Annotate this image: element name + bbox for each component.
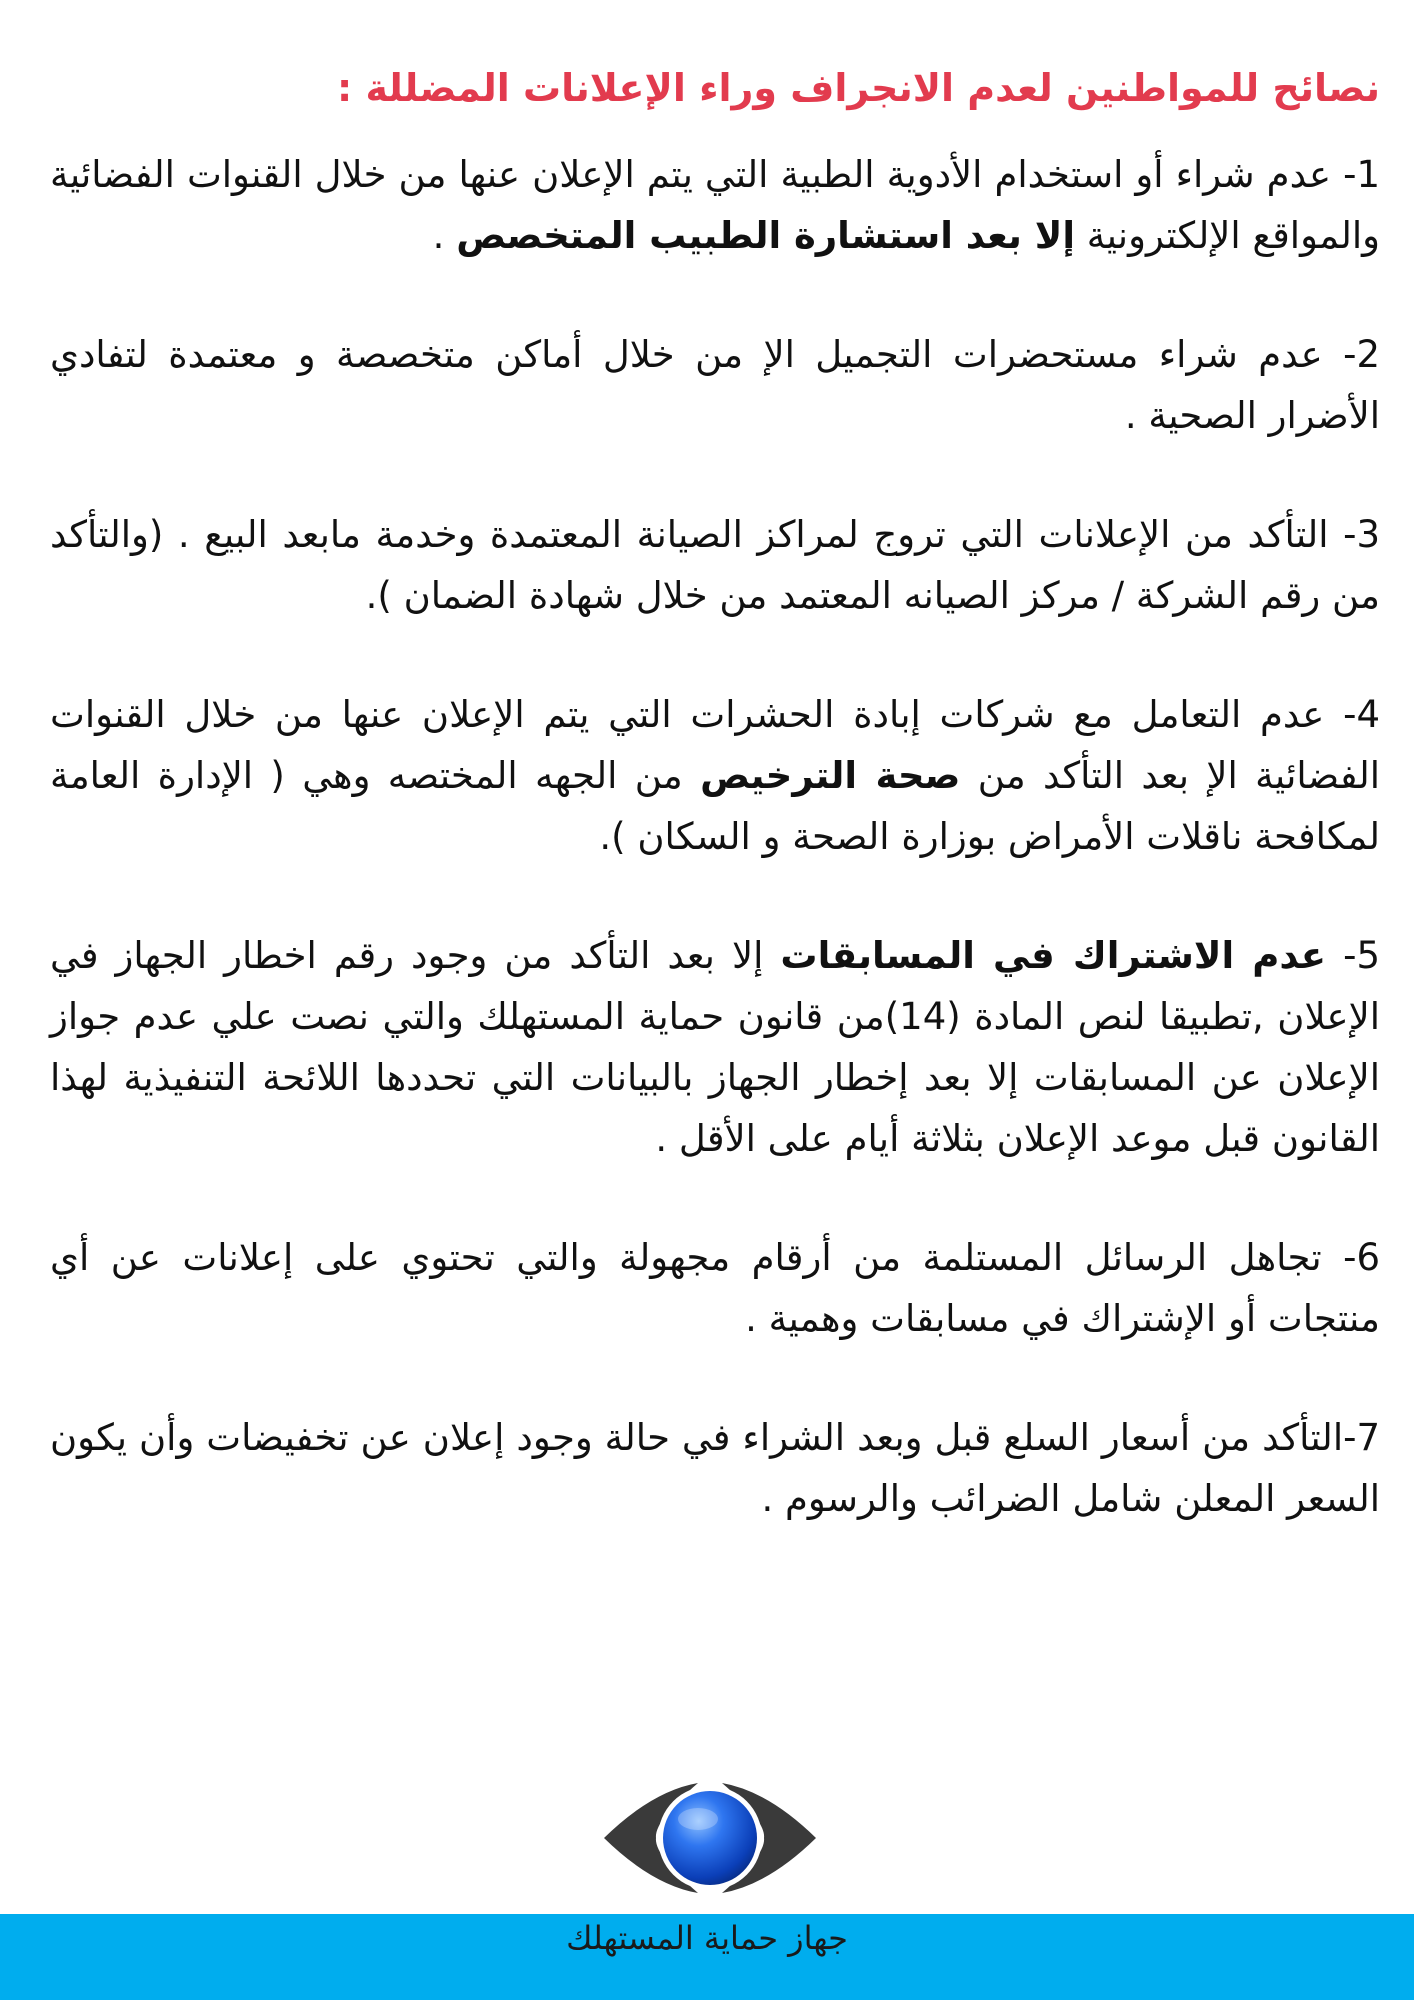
advice-item-4 (50, 684, 1380, 867)
eye-glint (678, 1808, 718, 1830)
advice-1-text: 1- عدم شراء أو استخدام الأدوية الطبية التي يتم الإعلان عنها من خلال القنوات الفضائية والمواقع الإلكترونية (50, 153, 1380, 257)
advice-item-6 (50, 1227, 1380, 1349)
advice-item-2 (50, 324, 1380, 446)
advice-item-5 (50, 925, 1380, 1169)
advice-item-3 (50, 504, 1380, 626)
advice-4-tail: من الجهه المختصه وهي ( الإدارة العامة لمكافحة ناقلات الأمراض بوزارة الصحة و السكان ). (50, 754, 1380, 858)
advice-5-number: 5- (1326, 934, 1380, 977)
eye-logo-icon (602, 1781, 818, 1895)
advice-item-1 (50, 144, 1380, 266)
advice-item-7 (50, 1407, 1380, 1529)
page-title: نصائح للمواطنين لعدم الانجراف وراء الإعلانات المضللة : (337, 66, 1380, 110)
document-content (50, 58, 1380, 1587)
advice-7-text: 7-التأكد من أسعار السلع قبل وبعد الشراء في حالة وجود إعلان عن تخفيضات وأن يكون السعر المعلن شامل الضرائب والرسوم . (50, 1416, 1380, 1520)
eye-iris (663, 1791, 757, 1885)
advice-1-tail: . (432, 214, 457, 257)
advice-2-text: 2- عدم شراء مستحضرات التجميل الإ من خلال أماكن متخصصة و معتمدة لتفادي الأضرار الصحية . (50, 333, 1380, 437)
advice-5-text: إلا بعد التأكد من وجود رقم اخطار الجهاز في الإعلان ,تطبيقا لنص المادة (14)من قانون حماية المستهلك والتي نصت علي عدم جواز الإعلان عن المسابقات إلا بعد إخطار الجهاز بالبيانات التي تحددها اللائحة التنفيذية لهذا القانون قبل موعد الإعلان بثلاثة أيام على الأقل . (50, 934, 1380, 1160)
advice-1-emphasis: إلا بعد استشارة الطبيب المتخصص (456, 214, 1076, 257)
advice-4-emphasis: صحة الترخيص (700, 754, 961, 797)
advice-4-text: 4- عدم التعامل مع شركات إبادة الحشرات التي يتم الإعلان عنها من خلال القنوات الفضائية الإ بعد التأكد من (50, 693, 1381, 797)
advice-6-text: 6- تجاهل الرسائل المستلمة من أرقام مجهولة والتي تحتوي على إعلانات عن أي منتجات أو الإشتراك في مسابقات وهمية . (50, 1236, 1380, 1340)
advice-3-text: 3- التأكد من الإعلانات التي تروج لمراكز الصيانة المعتمدة وخدمة مابعد البيع . (والتأكد من رقم الشركة / مركز الصيانه المعتمد من خلال شهادة الضمان ). (50, 513, 1380, 617)
advice-5-emphasis: عدم الاشتراك في المسابقات (780, 934, 1327, 977)
footer-organization-name: جهاز حماية المستهلك (566, 1919, 848, 1957)
